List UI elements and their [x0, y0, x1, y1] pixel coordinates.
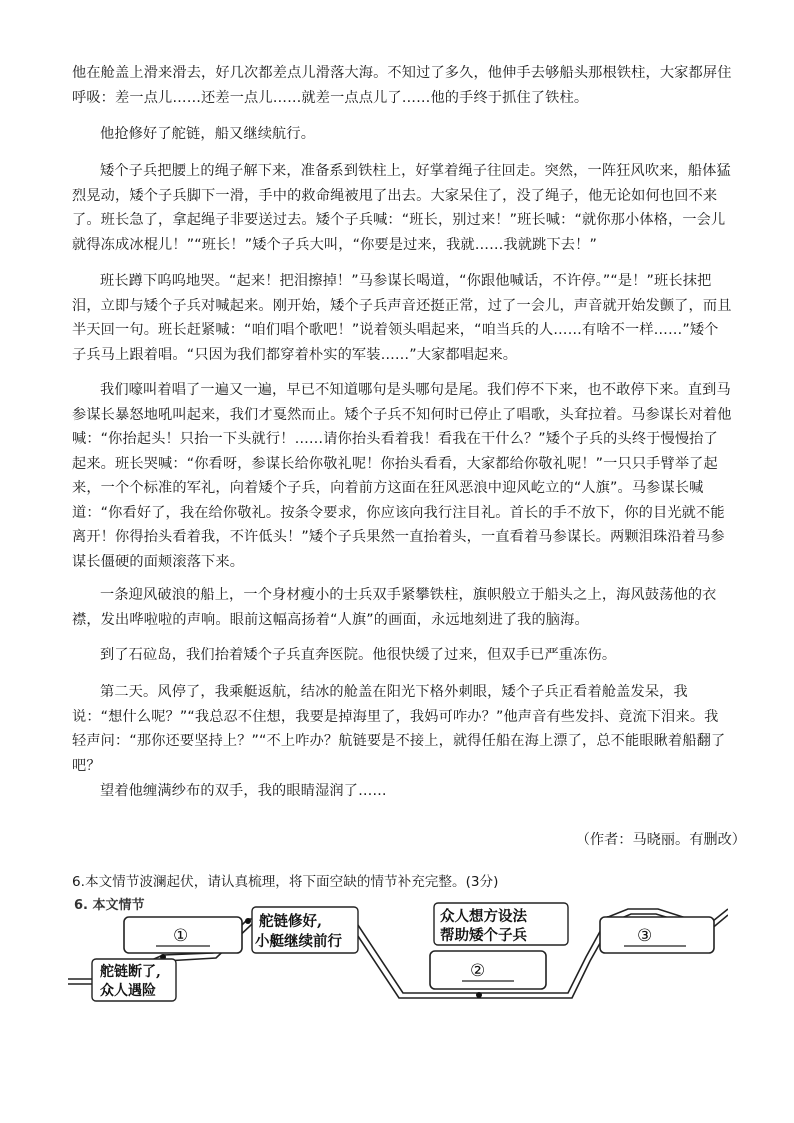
plot-box-start-line1: 舵链断了, [100, 964, 161, 980]
junction-dot [476, 992, 482, 998]
source-attribution: （作者：马晓丽。有删改） [575, 832, 746, 848]
plot-blank-2-label[interactable]: ② [470, 961, 486, 981]
plot-blank-1-label[interactable]: ① [173, 926, 189, 946]
plot-box-start-line2: 众人遇险 [100, 983, 156, 999]
junction-dot [245, 918, 251, 924]
passage-paragraph-9: 望着他缠满纱布的双手，我的眼睛湿润了…… [100, 783, 387, 799]
plot-flow-diagram [68, 895, 728, 1007]
plot-box-event-2 [252, 907, 358, 953]
plot-box-event-4-line2: 帮助矮个子兵 [440, 927, 527, 944]
plot-box-blank-1 [124, 917, 242, 953]
plot-box-event-4 [434, 903, 568, 945]
passage-paragraph-6: 一条迎风破浪的船上，一个身材瘦小的士兵双手紧攀铁柱，旗帜般立于船头之上，海风鼓荡他的衣襟，发出哗啦啦的声响。眼前这幅高扬着“人旗”的画面，永远地刻进了我的脑海。 [72, 587, 717, 628]
passage-paragraph-2: 他抢修好了舵链，船又继续航行。 [100, 126, 316, 142]
plot-box-blank-2 [430, 951, 546, 989]
plot-box-event-2-line1: 舵链修好, [259, 913, 323, 930]
passage-paragraph-7: 到了石砬岛，我们抬着矮个子兵直奔医院。他很快缓了过来，但双手已严重冻伤。 [100, 647, 617, 663]
passage-paragraph-1: 他在舱盖上滑来滑去，好几次都差点儿滑落大海。不知过了多久，他伸手去够船头那根铁柱，大家都屏住呼吸：差一点儿……还差一点儿……就差一点点儿了……他的手终于抓住了铁柱。 [72, 65, 732, 106]
passage-paragraph-4: 班长蹲下呜呜地哭。“起来！把泪擦掉！”马参谋长喝道，“你跟他喊话，不许停。”“是！”班长抹把泪，立即与矮个子兵对喊起来。刚开始，矮个子兵声音还挺正常，过了一会儿，声音就开始发颤了，而且半天回一句。班长赶紧喊：“咱们唱个歌吧！”说着领头唱起来，“咱当兵的人……有啥不一样……”矮个子兵马上跟着唱。“只因为我们都穿着朴实的军装……”大家都唱起来。 [72, 273, 732, 363]
plot-blank-3-label[interactable]: ③ [637, 926, 653, 946]
plot-box-event-4-line1: 众人想方设法 [440, 908, 527, 925]
plot-box-start [92, 959, 176, 1001]
passage-paragraph-3: 矮个子兵把腰上的绳子解下来，准备系到铁柱上，好掌着绳子往回走。突然，一阵狂风吹来，船体猛烈晃动，矮个子兵脚下一滑，手中的救命绳被甩了出去。大家呆住了，没了绳子，他无论如何也回不来了。班长急了，拿起绳子非要送过去。矮个子兵喊：“班长，别过来！”班长喊：“就你那小体格，一会儿就得冻成冰棍儿！”“班长！”矮个子兵大叫，“你要是过来，我就……我就跳下去！” [72, 163, 731, 253]
question-6-text: 6.本文情节波澜起伏，请认真梳理，将下面空缺的情节补充完整。(3分) [72, 874, 499, 890]
passage-paragraph-5: 我们嚎叫着唱了一遍又一遍，早已不知道哪句是头哪句是尾。我们停不下来，也不敢停下来。直到马参谋长暴怒地吼叫起来，我们才戛然而止。矮个子兵不知何时已停止了唱歌，头耷拉着。马参谋长对着他喊：“你抬起头！只抬一下头就行！……请你抬头看着我！看我在干什么？”矮个子兵的头终于慢慢抬了起来。班长哭喊：“你看呀，参谋长给你敬礼呢！你抬头看看，大家都给你敬礼呢！”一只只手臂举了起来，一个个标准的军礼，向着矮个子兵，向着前方这面在狂风恶浪中迎风屹立的“人旗”。马参谋长喊道：“你看好了，我在给你敬礼。按条令要求，你应该向我行注目礼。首长的手不放下，你的目光就不能离开！你得抬头看着我，不许低头！”矮个子兵果然一直抬着头，一直看着马参谋长。两颗泪珠沿着马参谋长僵硬的面颊滚落下来。 [72, 382, 732, 570]
passage-paragraph-8: 第二天。风停了，我乘艇返航，结冰的舱盖在阳光下格外刺眼，矮个子兵正看着舱盖发呆，我说：“想什么呢？”“我总忍不住想，我要是掉海里了，我妈可咋办？”他声音有些发抖、竟流下泪来。我轻声问：“那你还要坚持上？”“不上咋办？航链要是不接上，就得任船在海上漂了，总不能眼瞅着船翻了吧？ [72, 684, 726, 774]
question-fragment-text: 6. 本文情节 [74, 898, 145, 913]
plot-box-event-2-line2: 小艇继续前行 [255, 933, 342, 950]
plot-box-blank-3 [600, 917, 714, 953]
